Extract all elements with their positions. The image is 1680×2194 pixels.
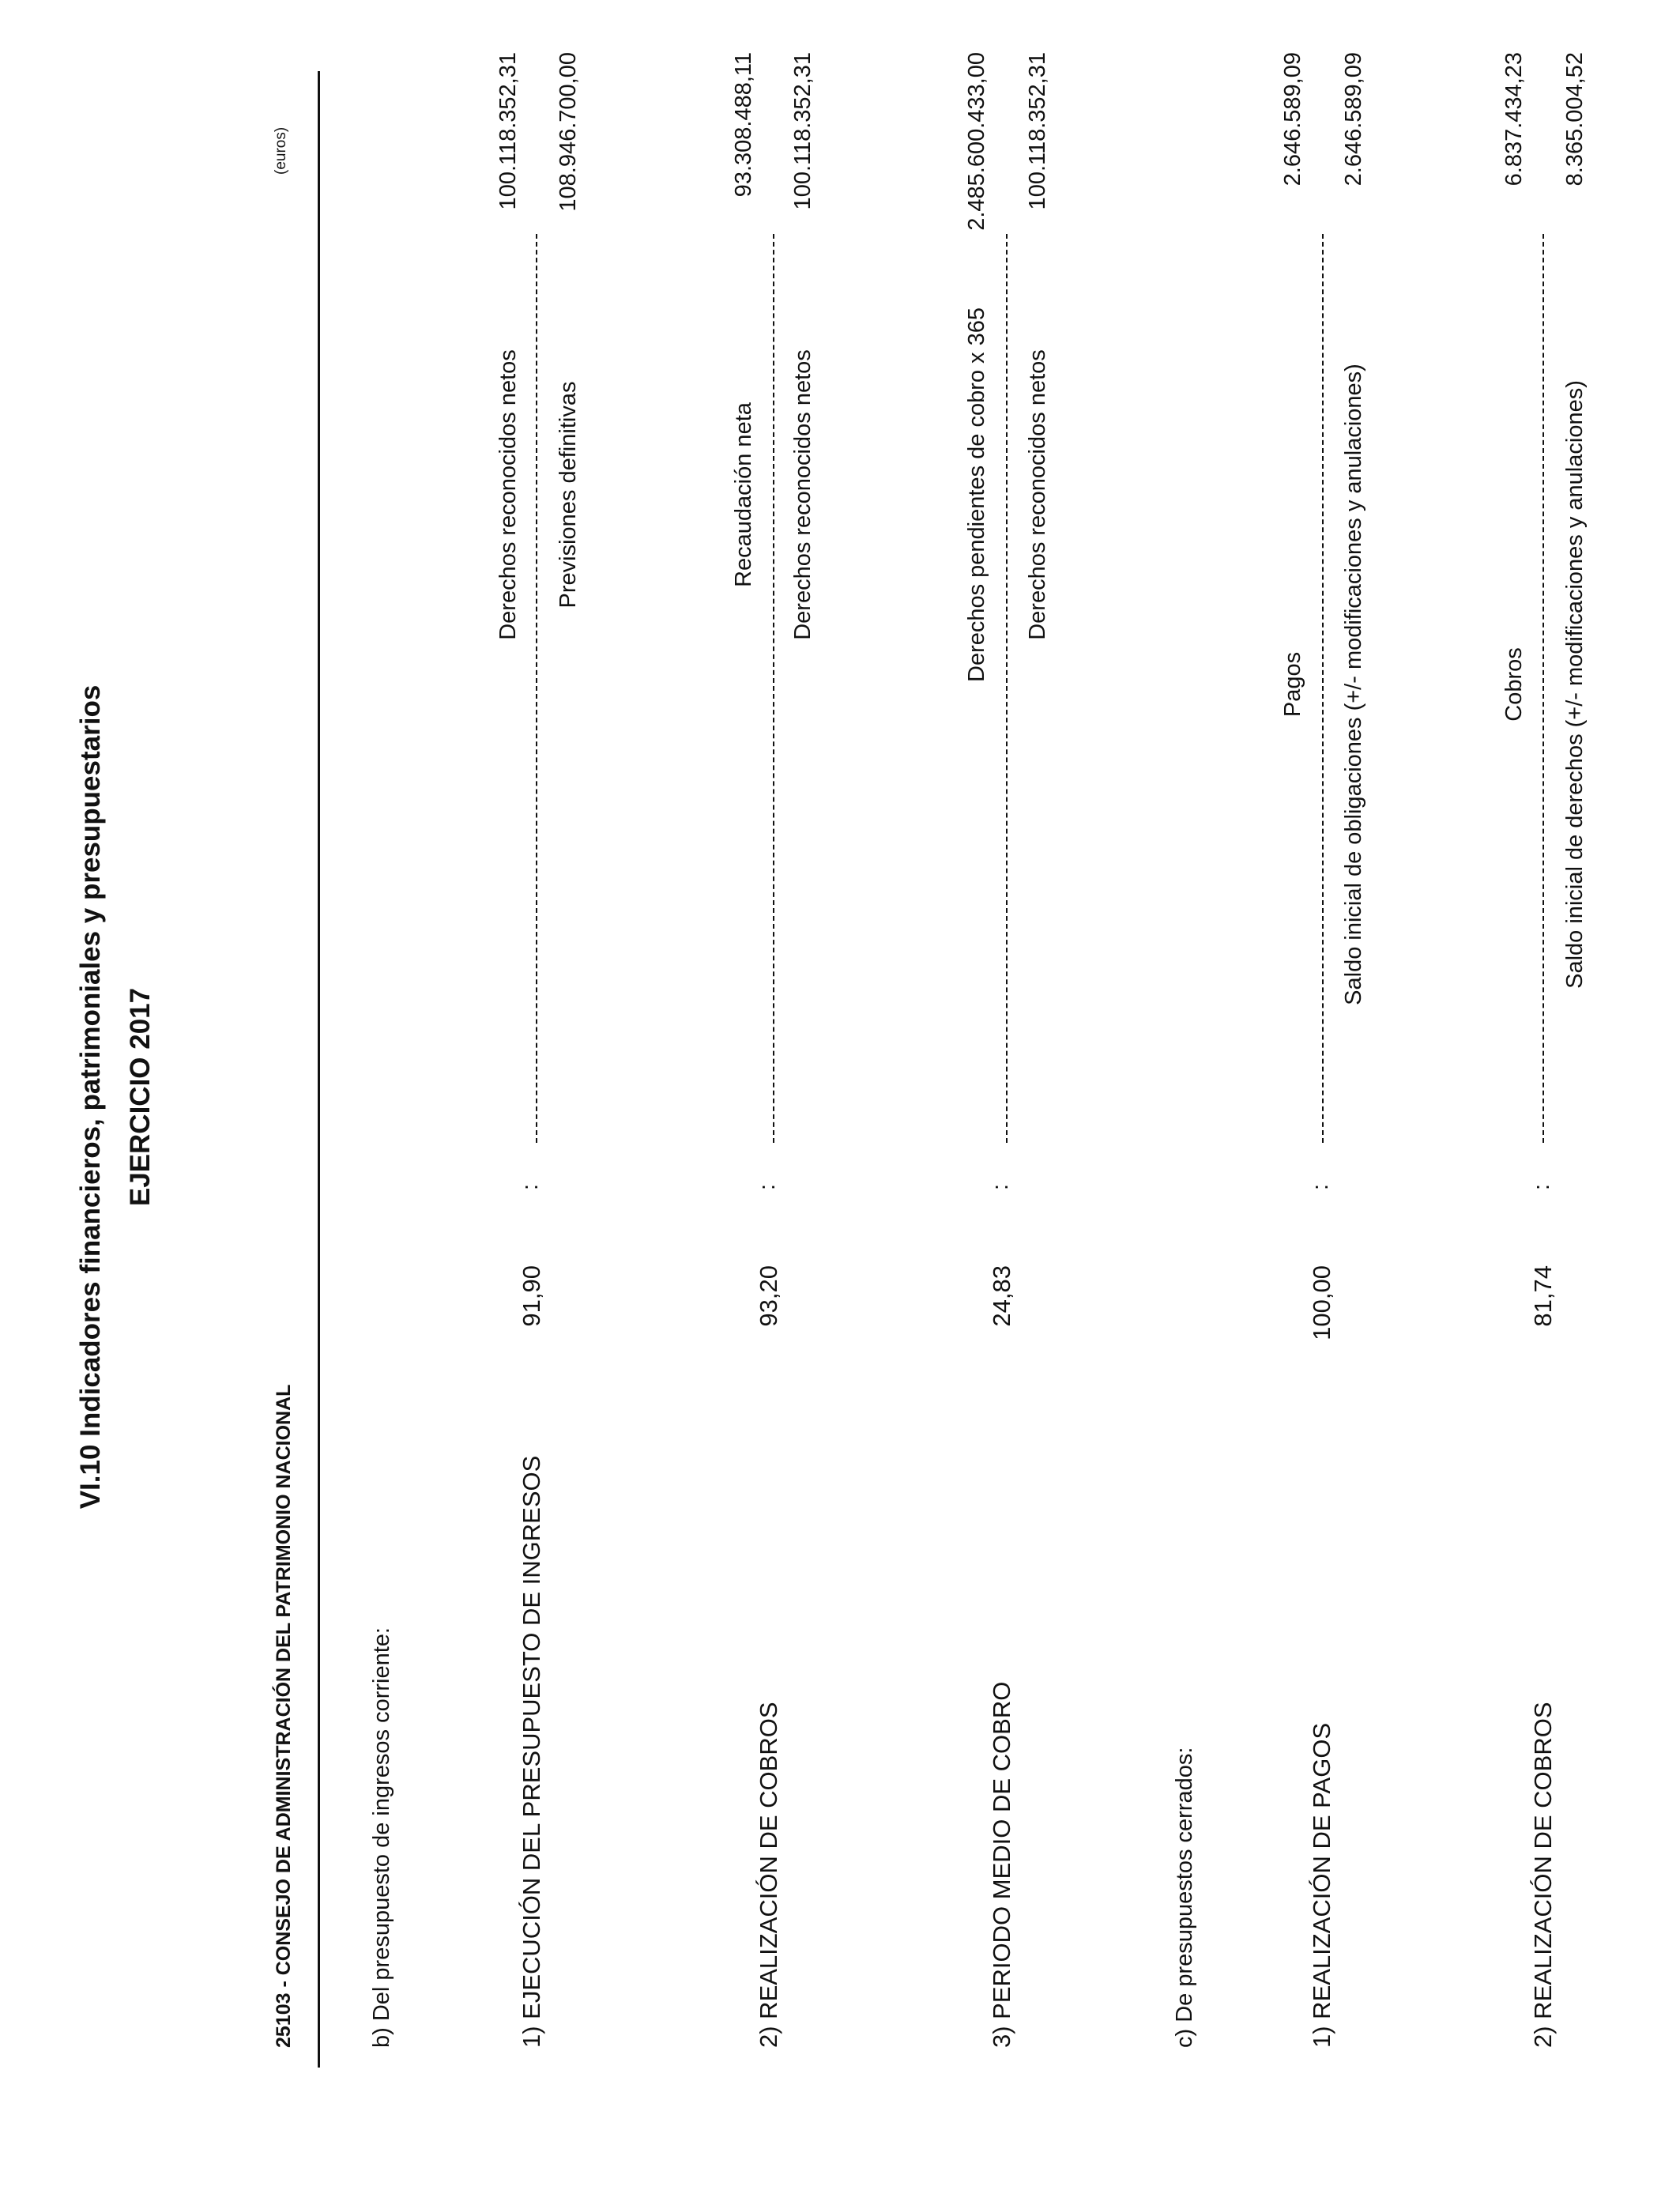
indicator-value: 81,74 bbox=[1529, 1265, 1557, 1327]
indicator-value: 91,90 bbox=[518, 1265, 545, 1327]
denominator-amount: 8.365.004,52 bbox=[1562, 52, 1588, 187]
denominator-amount: 108.946.700,00 bbox=[556, 52, 581, 212]
indicator-value: 24,83 bbox=[988, 1265, 1015, 1327]
report-title: VI.10 Indicadores financieros, patrimoniales y presupuestarios bbox=[75, 684, 106, 1510]
denominator-amount: 2.646.589,09 bbox=[1341, 52, 1366, 187]
colon: : bbox=[518, 1183, 543, 1190]
fraction-line bbox=[1322, 234, 1324, 1143]
indicator-label: 1) REALIZACIÓN DE PAGOS bbox=[1308, 1722, 1335, 2048]
header-rule bbox=[318, 71, 320, 2068]
units-label: (euros) bbox=[273, 126, 289, 175]
fraction-line bbox=[773, 234, 774, 1143]
denominator-amount: 100.118.352,31 bbox=[1025, 52, 1050, 210]
denominator-amount: 100.118.352,31 bbox=[790, 52, 816, 210]
report-year: EJERCICIO 2017 bbox=[125, 987, 156, 1207]
numerator-amount: 6.837.434,23 bbox=[1501, 52, 1527, 187]
fraction-line bbox=[1006, 234, 1008, 1143]
indicator-value: 100,00 bbox=[1308, 1265, 1335, 1340]
numerator-amount: 2.646.589,09 bbox=[1280, 52, 1305, 187]
numerator-amount: 100.118.352,31 bbox=[495, 52, 521, 210]
denominator-label: Derechos reconocidos netos bbox=[790, 349, 816, 640]
numerator-label: Pagos bbox=[1280, 651, 1305, 718]
indicator-label: 3) PERIODO MEDIO DE COBRO bbox=[988, 1681, 1015, 2048]
numerator-amount: 2.485.600.433,00 bbox=[964, 52, 989, 231]
denominator-label: Derechos reconocidos netos bbox=[1025, 349, 1050, 640]
numerator-label: Recaudación neta bbox=[731, 402, 756, 587]
entity-name: 25103 - CONSEJO DE ADMINISTRACIÓN DEL PATRIMONIO NACIONAL bbox=[273, 1384, 295, 2048]
section-c-heading: c) De presupuestos cerrados: bbox=[1172, 1747, 1197, 2048]
indicator-label: 2) REALIZACIÓN DE COBROS bbox=[1529, 1702, 1557, 2048]
indicator-value: 93,20 bbox=[755, 1265, 782, 1327]
denominator-label: Previsiones definitivas bbox=[556, 381, 581, 609]
section-b-heading: b) Del presupuesto de ingresos corriente: bbox=[369, 1627, 394, 2048]
colon: : bbox=[1529, 1183, 1554, 1190]
numerator-label: Cobros bbox=[1501, 647, 1527, 722]
colon: : bbox=[1308, 1183, 1333, 1190]
fraction-line bbox=[536, 234, 537, 1143]
fraction-line bbox=[1543, 234, 1544, 1143]
denominator-label: Saldo inicial de derechos (+/- modificaciones y anulaciones) bbox=[1562, 380, 1588, 989]
numerator-amount: 93.308.488,11 bbox=[731, 52, 756, 198]
indicator-label: 1) EJECUCIÓN DEL PRESUPUESTO DE INGRESOS bbox=[518, 1455, 545, 2048]
denominator-label: Saldo inicial de obligaciones (+/- modificaciones y anulaciones) bbox=[1341, 364, 1366, 1005]
numerator-label: Derechos pendientes de cobro x 365 bbox=[964, 307, 989, 682]
numerator-label: Derechos reconocidos netos bbox=[495, 349, 521, 640]
colon: : bbox=[988, 1183, 1013, 1190]
colon: : bbox=[755, 1183, 780, 1190]
indicator-label: 2) REALIZACIÓN DE COBROS bbox=[755, 1702, 782, 2048]
